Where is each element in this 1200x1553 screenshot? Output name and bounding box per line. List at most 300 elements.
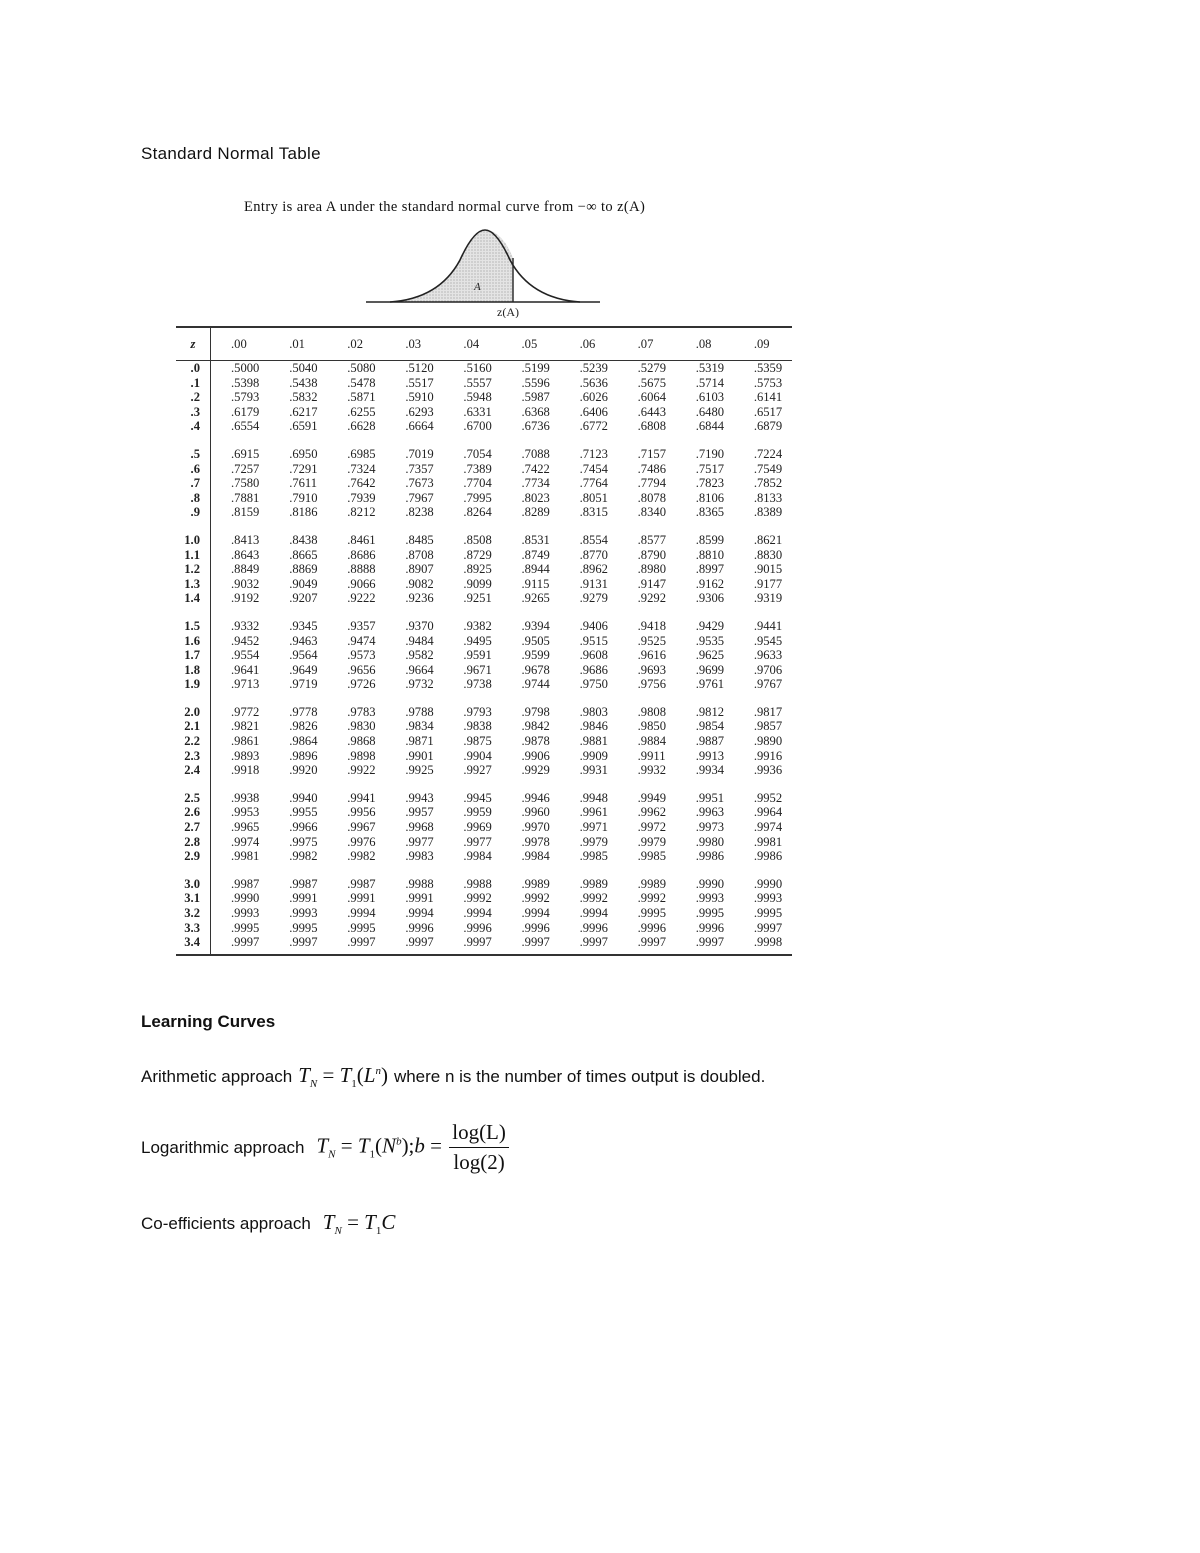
table-cell: .5398 — [231, 375, 260, 390]
z-value: 1.6 — [176, 634, 211, 649]
table-cell: .8186 — [289, 505, 318, 520]
table-cell: .6103 — [695, 390, 725, 405]
table-cell: .5675 — [637, 375, 666, 390]
table-cell: .8830 — [753, 547, 783, 562]
z-value: .0 — [176, 361, 211, 376]
table-cell: .9965 — [231, 820, 260, 835]
table-row — [176, 921, 792, 936]
table-cell: .9656 — [347, 662, 376, 677]
table-cell: .6179 — [231, 404, 260, 419]
table-cell: .5160 — [463, 361, 492, 375]
table-cell: .9906 — [521, 748, 550, 763]
table-cell: .9978 — [521, 834, 550, 849]
table-cell: .9726 — [347, 677, 376, 692]
table-cell: .9997 — [211, 935, 270, 955]
table-cell: .9591 — [463, 648, 492, 663]
table-cell: .7517 — [695, 461, 725, 476]
table-cell: .8944 — [521, 562, 550, 577]
table-cell: .7881 — [231, 490, 260, 505]
table-cell: .9997 — [443, 935, 501, 955]
table-cell: .9788 — [405, 704, 434, 719]
table-cell: .9357 — [347, 618, 376, 633]
z-value: 1.5 — [176, 619, 211, 634]
table-cell: .9744 — [521, 677, 550, 692]
table-cell: .9525 — [637, 633, 666, 648]
table-cell: .9131 — [579, 576, 608, 591]
table-cell: .5871 — [347, 390, 376, 405]
normal-curve-figure — [360, 222, 605, 318]
z-value: .3 — [176, 405, 211, 420]
logarithmic-formula: $T_N$ = $T_1(N^b);b$ = $\frac{\log(L)}{\log(2)}$ — [316, 1120, 508, 1175]
table-cell: .5910 — [405, 390, 434, 405]
table-cell: .9545 — [753, 633, 783, 648]
table-cell: .9946 — [521, 790, 550, 805]
table-cell: .9918 — [231, 763, 260, 778]
table-cell: .5596 — [521, 375, 550, 390]
table-cell: .9332 — [231, 618, 260, 633]
table-cell: .8389 — [753, 505, 783, 520]
table-cell: .9713 — [231, 677, 260, 692]
table-row — [176, 548, 792, 563]
table-row — [176, 419, 792, 434]
table-row — [176, 719, 792, 734]
table-row — [176, 462, 792, 477]
table-cell: .9962 — [637, 805, 666, 820]
table-cell: .9976 — [347, 834, 376, 849]
table-cell: .9961 — [579, 805, 608, 820]
table-cell: .9265 — [521, 591, 550, 606]
z-value: .1 — [176, 376, 211, 391]
table-cell: .9292 — [637, 591, 666, 606]
table-row — [176, 591, 792, 606]
table-cell: .9911 — [637, 748, 666, 763]
table-cell: .9955 — [289, 805, 318, 820]
table-cell: .9830 — [347, 719, 376, 734]
table-cell: .9936 — [753, 763, 783, 778]
group-spacer — [176, 692, 792, 705]
table-cell: .9671 — [463, 662, 492, 677]
table-cell: .9974 — [231, 834, 260, 849]
table-cell: .9864 — [289, 734, 318, 749]
table-cell: .8238 — [405, 505, 434, 520]
table-row — [176, 935, 792, 955]
table-cell: .9846 — [579, 719, 608, 734]
table-cell: .9821 — [231, 719, 260, 734]
z-value: 2.6 — [176, 805, 211, 820]
table-cell: .9750 — [579, 677, 608, 692]
table-cell: .9967 — [347, 820, 376, 835]
table-cell: .9495 — [463, 633, 492, 648]
table-cell: .9997 — [269, 935, 327, 955]
table-cell: .9963 — [695, 805, 725, 820]
table-cell: .8078 — [637, 490, 666, 505]
table-cell: .9452 — [231, 633, 260, 648]
z-value: 1.9 — [176, 677, 211, 692]
table-caption: Entry is area A under the standard normal curve from −∞ to z(A) — [244, 199, 646, 215]
table-cell: .9345 — [289, 618, 318, 633]
table-cell: .5636 — [579, 375, 608, 390]
table-cell: .9793 — [463, 704, 492, 719]
column-header: .08 — [676, 327, 734, 361]
z-value: 2.9 — [176, 849, 211, 864]
table-cell: .9893 — [231, 748, 260, 763]
table-cell: .5557 — [463, 375, 492, 390]
table-cell: .9998 — [734, 935, 792, 955]
table-cell: .9990 — [753, 876, 783, 891]
column-header: .06 — [560, 327, 618, 361]
table-row — [176, 891, 792, 906]
table-row — [176, 505, 792, 520]
table-cell: .7019 — [405, 446, 434, 461]
table-cell: .9972 — [637, 820, 666, 835]
table-cell: .5080 — [347, 361, 376, 375]
table-cell: .9995 — [695, 906, 725, 920]
coefficients-formula: $T_N = T_1C$ — [322, 1210, 396, 1238]
table-cell: .7190 — [695, 446, 725, 461]
table-row — [176, 361, 792, 376]
table-cell: .9957 — [405, 805, 434, 820]
table-cell: .9948 — [579, 790, 608, 805]
table-cell: .7357 — [405, 461, 434, 476]
table-cell: .7764 — [579, 476, 608, 491]
table-cell: .9991 — [347, 891, 376, 906]
table-row — [176, 906, 792, 921]
table-cell: .5279 — [637, 361, 666, 375]
table-cell: .9192 — [231, 591, 260, 606]
z-value: 2.2 — [176, 734, 211, 749]
table-cell: .9738 — [463, 677, 492, 692]
table-cell: .9573 — [347, 648, 376, 663]
table-cell: .8340 — [637, 505, 666, 520]
table-cell: .9115 — [521, 576, 550, 591]
group-spacer — [176, 520, 792, 533]
table-cell: .6664 — [405, 419, 434, 434]
z-value: 2.5 — [176, 791, 211, 806]
table-cell: .9979 — [579, 834, 608, 849]
table-cell: .9953 — [231, 805, 260, 820]
z-value: 1.8 — [176, 663, 211, 678]
z-value: 1.2 — [176, 562, 211, 577]
table-cell: .9732 — [405, 677, 434, 692]
table-row — [176, 476, 792, 491]
table-cell: .9994 — [521, 906, 550, 920]
table-cell: .8554 — [579, 532, 608, 547]
table-cell: .7389 — [463, 461, 492, 476]
table-row — [176, 562, 792, 577]
table-cell: .9995 — [289, 920, 318, 935]
table-cell: .9808 — [637, 704, 666, 719]
table-cell: .9920 — [289, 763, 318, 778]
table-cell: .6772 — [579, 419, 608, 434]
table-cell: .9162 — [695, 576, 725, 591]
table-cell: .9938 — [231, 790, 260, 805]
table-row — [176, 491, 792, 506]
table-cell: .5793 — [231, 390, 260, 405]
table-cell: .9983 — [405, 849, 434, 864]
z-value: .8 — [176, 491, 211, 506]
table-cell: .5040 — [289, 361, 318, 375]
table-cell: .8212 — [347, 505, 376, 520]
table-cell: .9463 — [289, 633, 318, 648]
table-cell: .8106 — [695, 490, 725, 505]
logarithmic-formula-line — [141, 1120, 515, 1175]
table-cell: .8980 — [637, 562, 666, 577]
table-cell: .7422 — [521, 461, 550, 476]
table-cell: .9761 — [695, 677, 725, 692]
table-cell: .9082 — [405, 576, 434, 591]
table-cell: .8485 — [405, 532, 434, 547]
z-value: 3.4 — [176, 935, 211, 955]
table-row — [176, 405, 792, 420]
table-cell: .7257 — [231, 461, 260, 476]
table-cell: .9997 — [502, 935, 560, 955]
z-value: 2.0 — [176, 705, 211, 720]
table-cell: .7291 — [289, 461, 318, 476]
table-row — [176, 634, 792, 649]
table-cell: .9989 — [637, 876, 666, 891]
table-cell: .7549 — [753, 461, 783, 476]
table-cell: .9952 — [753, 790, 783, 805]
table-cell: .5120 — [405, 361, 434, 375]
area-label: A — [474, 281, 481, 293]
z-value: 1.7 — [176, 648, 211, 663]
table-cell: .8133 — [753, 490, 783, 505]
table-cell: .8665 — [289, 547, 318, 562]
coefficients-label: Co-efficients approach — [141, 1213, 311, 1233]
table-cell: .9515 — [579, 633, 608, 648]
table-cell: .5359 — [753, 361, 783, 375]
table-cell: .6026 — [579, 390, 608, 405]
table-cell: .9931 — [579, 763, 608, 778]
table-cell: .9977 — [405, 834, 434, 849]
z-value: 3.3 — [176, 921, 211, 936]
z-value: .4 — [176, 419, 211, 434]
table-cell: .7054 — [463, 446, 492, 461]
column-header: .05 — [502, 327, 560, 361]
column-header: .04 — [443, 327, 501, 361]
table-cell: .7794 — [637, 476, 666, 491]
table-cell: .9394 — [521, 618, 550, 633]
table-cell: .9625 — [695, 648, 725, 663]
table-cell: .9995 — [231, 920, 260, 935]
table-cell: .8577 — [637, 532, 666, 547]
table-cell: .5478 — [347, 375, 376, 390]
table-cell: .9854 — [695, 719, 725, 734]
table-cell: .9987 — [289, 876, 318, 891]
arithmetic-suffix: where n is the number of times output is doubled. — [393, 1066, 766, 1086]
table-cell: .8907 — [405, 562, 434, 577]
table-row — [176, 577, 792, 592]
table-cell: .9251 — [463, 591, 492, 606]
column-header: .01 — [269, 327, 327, 361]
table-row — [176, 820, 792, 835]
table-cell: .6950 — [289, 446, 318, 461]
table-cell: .9756 — [637, 677, 666, 692]
table-cell: .9984 — [463, 849, 492, 864]
table-cell: .9834 — [405, 719, 434, 734]
table-cell: .9649 — [289, 662, 318, 677]
table-cell: .9474 — [347, 633, 376, 648]
table-cell: .6628 — [347, 419, 376, 434]
z-value: 2.1 — [176, 719, 211, 734]
z-value: 2.4 — [176, 763, 211, 778]
table-cell: .7967 — [405, 490, 434, 505]
table-cell: .9993 — [231, 906, 260, 920]
table-cell: .6808 — [637, 419, 666, 434]
table-row — [176, 390, 792, 405]
table-cell: .9992 — [637, 891, 666, 906]
table-cell: .9582 — [405, 648, 434, 663]
table-row — [176, 835, 792, 850]
table-cell: .9993 — [289, 906, 318, 920]
table-cell: .9207 — [289, 591, 318, 606]
z-value: 3.0 — [176, 877, 211, 892]
table-cell: .9699 — [695, 662, 725, 677]
table-cell: .9981 — [231, 849, 260, 864]
table-row — [176, 376, 792, 391]
table-cell: .9564 — [289, 648, 318, 663]
table-cell: .9997 — [560, 935, 618, 955]
column-header: .02 — [327, 327, 385, 361]
table-cell: .8888 — [347, 562, 376, 577]
table-row — [176, 749, 792, 764]
table-cell: .9990 — [231, 891, 260, 906]
table-cell: .9986 — [695, 849, 725, 864]
table-cell: .8365 — [695, 505, 725, 520]
table-cell: .9975 — [289, 834, 318, 849]
table-cell: .9633 — [753, 648, 783, 663]
table-cell: .9960 — [521, 805, 550, 820]
table-cell: .9850 — [637, 719, 666, 734]
log-numerator: log(L) — [449, 1120, 509, 1148]
table-cell: .9554 — [231, 648, 260, 663]
table-cell: .9505 — [521, 633, 550, 648]
table-cell: .9616 — [637, 648, 666, 663]
table-cell: .6700 — [463, 419, 492, 434]
table-cell: .9177 — [753, 576, 783, 591]
table-body — [176, 361, 792, 955]
table-cell: .7611 — [289, 476, 318, 491]
table-cell: .9971 — [579, 820, 608, 835]
table-cell: .8461 — [347, 532, 376, 547]
column-header: .09 — [734, 327, 792, 361]
group-spacer — [176, 606, 792, 619]
table-cell: .9982 — [347, 849, 376, 864]
table-cell: .5714 — [695, 375, 725, 390]
table-cell: .9608 — [579, 648, 608, 663]
table-cell: .9904 — [463, 748, 492, 763]
table-cell: .8869 — [289, 562, 318, 577]
table-cell: .9015 — [753, 562, 783, 577]
z-value: .6 — [176, 462, 211, 477]
z-value: 3.2 — [176, 906, 211, 921]
table-cell: .6879 — [753, 419, 783, 434]
table-cell: .7995 — [463, 490, 492, 505]
table-cell: .9997 — [676, 935, 734, 955]
table-cell: .9884 — [637, 734, 666, 749]
table-cell: .9989 — [521, 876, 550, 891]
table-cell: .9857 — [753, 719, 783, 734]
table-cell: .7324 — [347, 461, 376, 476]
table-cell: .9370 — [405, 618, 434, 633]
table-cell: .9970 — [521, 820, 550, 835]
table-cell: .9319 — [753, 591, 783, 606]
z-column-header: z — [176, 327, 211, 361]
table-cell: .9599 — [521, 648, 550, 663]
z-label: z(A) — [497, 305, 519, 318]
table-cell: .5832 — [289, 390, 318, 405]
column-header: .07 — [618, 327, 676, 361]
table-cell: .9817 — [753, 704, 783, 719]
table-cell: .6985 — [347, 446, 376, 461]
table-cell: .9871 — [405, 734, 434, 749]
coefficients-formula-line — [141, 1210, 401, 1237]
table-cell: .9995 — [637, 906, 666, 920]
table-cell: .5319 — [695, 361, 725, 375]
group-spacer — [176, 864, 792, 877]
table-row — [176, 677, 792, 692]
z-value: 1.1 — [176, 548, 211, 563]
table-cell: .9974 — [753, 820, 783, 835]
table-cell: .9927 — [463, 763, 492, 778]
table-cell: .9929 — [521, 763, 550, 778]
table-cell: .9992 — [579, 891, 608, 906]
table-cell: .6591 — [289, 419, 318, 434]
table-cell: .9966 — [289, 820, 318, 835]
standard-normal-table — [176, 326, 792, 956]
table-cell: .9997 — [618, 935, 676, 955]
table-cell: .7673 — [405, 476, 434, 491]
table-cell: .9995 — [753, 906, 783, 920]
table-cell: .9969 — [463, 820, 492, 835]
table-cell: .6064 — [637, 390, 666, 405]
table-cell: .9406 — [579, 618, 608, 633]
table-cell: .6844 — [695, 419, 725, 434]
table-cell: .6255 — [347, 404, 376, 419]
table-cell: .9066 — [347, 576, 376, 591]
table-cell: .9981 — [753, 834, 783, 849]
table-cell: .9991 — [405, 891, 434, 906]
table-cell: .8599 — [695, 532, 725, 547]
table-cell: .9706 — [753, 662, 783, 677]
table-cell: .9993 — [695, 891, 725, 906]
table-header-row — [176, 327, 792, 361]
table-cell: .5438 — [289, 375, 318, 390]
arithmetic-label: Arithmetic approach — [141, 1066, 293, 1086]
logarithmic-label: Logarithmic approach — [141, 1137, 305, 1157]
table-row — [176, 791, 792, 806]
table-cell: .7224 — [753, 446, 783, 461]
table-cell: .9382 — [463, 618, 492, 633]
table-cell: .9890 — [753, 734, 783, 749]
table-cell: .9992 — [463, 891, 492, 906]
z-value: 2.7 — [176, 820, 211, 835]
table-cell: .9968 — [405, 820, 434, 835]
table-cell: .9986 — [753, 849, 783, 864]
z-value: .5 — [176, 447, 211, 462]
table-cell: .9932 — [637, 763, 666, 778]
table-cell: .8159 — [231, 505, 260, 520]
table-cell: .9996 — [579, 920, 608, 935]
table-cell: .9945 — [463, 790, 492, 805]
table-cell: .8770 — [579, 547, 608, 562]
table-cell: .9842 — [521, 719, 550, 734]
table-cell: .8264 — [463, 505, 492, 520]
table-cell: .8729 — [463, 547, 492, 562]
table-cell: .8708 — [405, 547, 434, 562]
table-cell: .7852 — [753, 476, 783, 491]
table-cell: .9959 — [463, 805, 492, 820]
